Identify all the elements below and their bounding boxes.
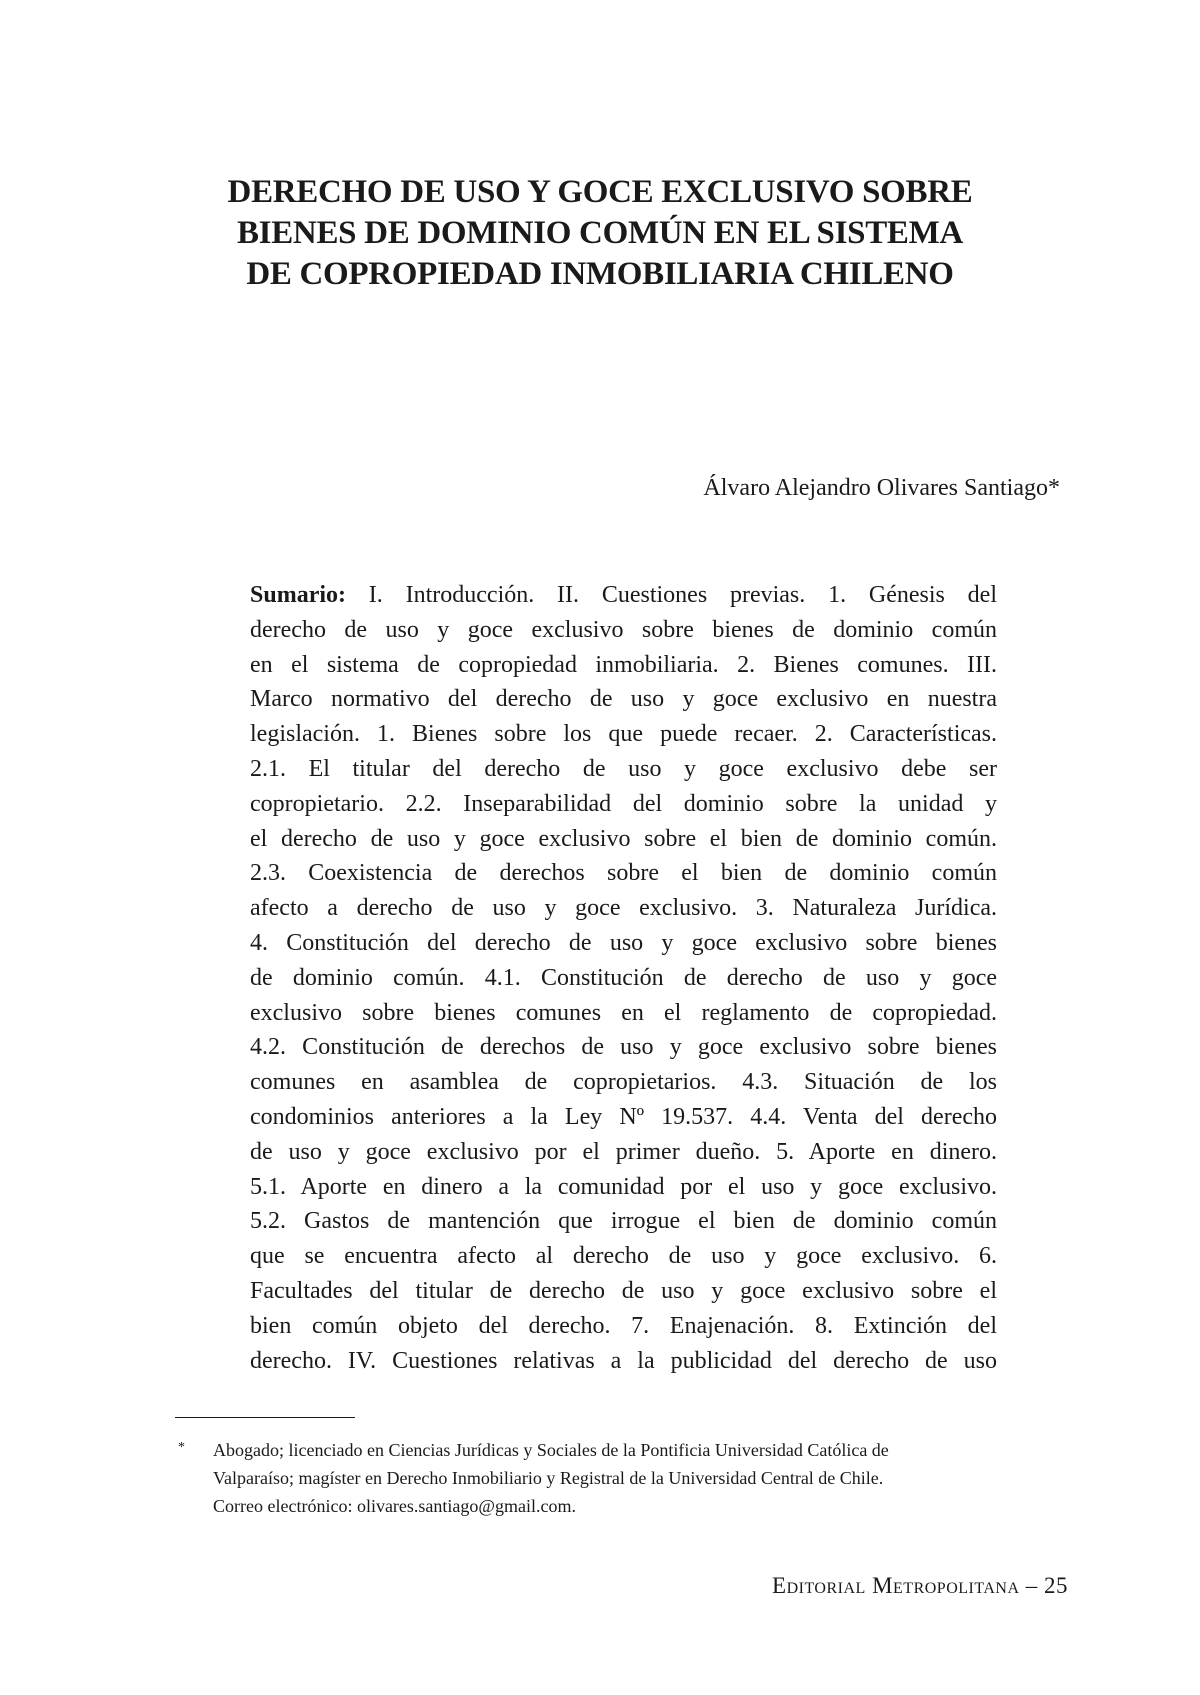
summary-paragraph (250, 578, 997, 1378)
title-line: DERECHO DE USO Y GOCE EXCLUSIVO SOBRE (227, 174, 973, 210)
summary-label: Sumario: (250, 582, 346, 608)
title-line: DE COPROPIEDAD INMOBILIARIA CHILENO (246, 256, 954, 292)
summary-line (250, 578, 997, 613)
summary-line: de uso y goce exclusivo por el primer dueño. 5. Aporte en dinero. (250, 1138, 997, 1165)
footnote-separator (175, 1417, 355, 1418)
footnote-line: Valparaíso; magíster en Derecho Inmobiliario y Registral de la Universidad Central de Chile. (213, 1468, 884, 1488)
footnote-line: Correo electrónico: olivares.santiago@gmail.com. (213, 1496, 576, 1516)
summary-line: exclusivo sobre bienes comunes en el reglamento de copropiedad. (250, 999, 997, 1026)
summary-line: legislación. 1. Bienes sobre los que puede recaer. 2. Características. (250, 721, 997, 748)
footnote (178, 1436, 1068, 1520)
summary-line: comunes en asamblea de copropietarios. 4.3. Situación de los (250, 1069, 997, 1096)
summary-line: Facultades del titular de derecho de uso y goce exclusivo sobre el (250, 1277, 997, 1304)
summary-line: 2.3. Coexistencia de derechos sobre el bien de dominio común (250, 860, 997, 887)
summary-line: el derecho de uso y goce exclusivo sobre el bien de dominio común. (250, 825, 997, 852)
summary-line: 2.1. El titular del derecho de uso y goce exclusivo debe ser (250, 755, 997, 782)
summary-line: 5.1. Aporte en dinero a la comunidad por el uso y goce exclusivo. (250, 1173, 997, 1200)
summary-line: afecto a derecho de uso y goce exclusivo. 3. Naturaleza Jurídica. (250, 895, 997, 922)
summary-line: derecho. IV. Cuestiones relativas a la publicidad del derecho de uso (250, 1347, 997, 1374)
page-footer: Editorial Metropolitana – 25 (772, 1573, 1068, 1598)
summary-line: de dominio común. 4.1. Constitución de derecho de uso y goce (250, 964, 997, 991)
author-name: Álvaro Alejandro Olivares Santiago* (703, 475, 1060, 501)
summary-line: 4. Constitución del derecho de uso y goce exclusivo sobre bienes (250, 929, 997, 956)
summary-line: en el sistema de copropiedad inmobiliaria. 2. Bienes comunes. III. (250, 651, 997, 678)
summary-line: 5.2. Gastos de mantención que irrogue el bien de dominio común (250, 1208, 997, 1235)
article-title (150, 172, 1050, 295)
title-line: BIENES DE DOMINIO COMÚN EN EL SISTEMA (236, 215, 964, 251)
footnote-marker: * (178, 1440, 185, 1455)
footnote-text (213, 1436, 1068, 1520)
summary-line: condominios anteriores a la Ley Nº 19.537. 4.4. Venta del derecho (250, 1103, 997, 1130)
summary-line: derecho de uso y goce exclusivo sobre bienes de dominio común (250, 616, 997, 643)
summary-line: bien común objeto del derecho. 7. Enajenación. 8. Extinción del (250, 1312, 997, 1339)
summary-line: 4.2. Constitución de derechos de uso y goce exclusivo sobre bienes (250, 1034, 997, 1061)
summary-line: que se encuentra afecto al derecho de uso y goce exclusivo. 6. (250, 1243, 997, 1270)
summary-line: copropietario. 2.2. Inseparabilidad del dominio sobre la unidad y (250, 790, 997, 817)
footnote-line: Abogado; licenciado en Ciencias Jurídicas y Sociales de la Pontificia Universidad Católica de (213, 1440, 889, 1460)
summary-first-line-text: I. Introducción. II. Cuestiones previas. 1. Génesis del (346, 582, 997, 608)
summary-line: Marco normativo del derecho de uso y goce exclusivo en nuestra (250, 686, 997, 713)
